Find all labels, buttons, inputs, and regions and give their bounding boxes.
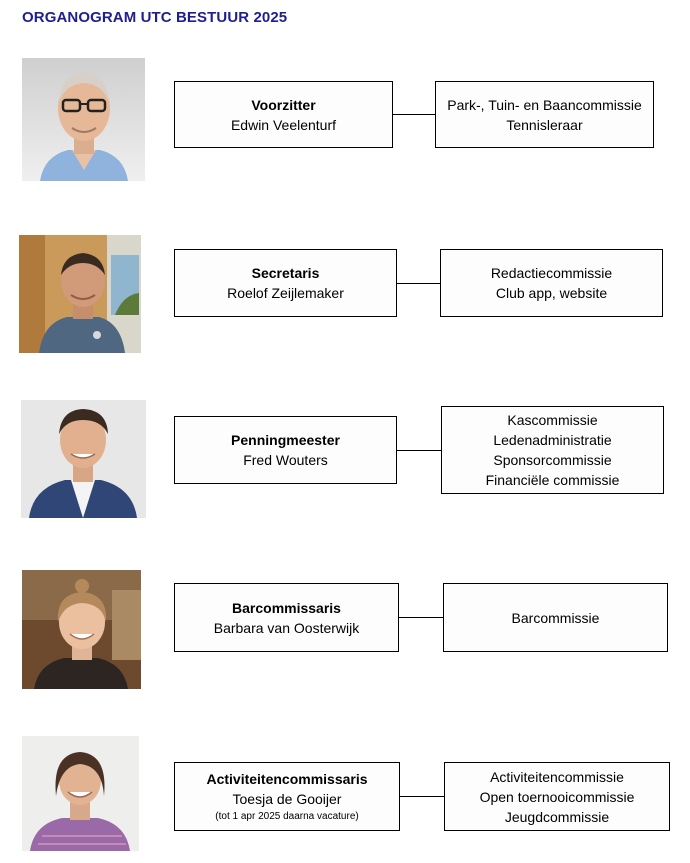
- committee-item: Sponsorcommissie: [493, 452, 612, 468]
- committee-item: Kascommissie: [507, 412, 598, 428]
- role-title: Activiteitencommissaris: [206, 770, 368, 787]
- role-title: Barcommissaris: [232, 599, 341, 616]
- member-name: Fred Wouters: [243, 452, 328, 468]
- portrait-photo: [22, 736, 139, 851]
- member-name: Edwin Veelenturf: [230, 116, 337, 133]
- connector-line: [399, 617, 444, 618]
- committee-box: [435, 81, 654, 148]
- connector-line: [393, 114, 436, 115]
- committee-item: Financiële commissie: [485, 472, 620, 488]
- member-name: Roelof Zeijlemaker: [227, 285, 344, 301]
- role-box: [174, 583, 399, 652]
- connector-line: [397, 283, 441, 284]
- committee-item: Club app, website: [495, 285, 608, 301]
- committee-item: Park-, Tuin- en Baancommissie: [447, 96, 642, 113]
- role-box: [174, 249, 397, 317]
- committee-box: [443, 583, 668, 652]
- member-name: Toesja de Gooijer: [232, 790, 342, 807]
- role-title: Voorzitter: [251, 96, 316, 113]
- page-title: ORGANOGRAM UTC BESTUUR 2025: [22, 9, 288, 26]
- committee-item: Barcommissie: [511, 609, 600, 626]
- member-note: (tot 1 apr 2025 daarna vacature): [215, 810, 359, 822]
- role-box: [174, 416, 397, 484]
- portrait-photo: [21, 400, 146, 518]
- committee-box: [440, 249, 663, 317]
- committee-item: Jeugdcommissie: [504, 808, 610, 825]
- committee-box: [444, 762, 670, 831]
- connector-line: [397, 450, 442, 451]
- committee-item: Open toernooicommissie: [479, 788, 635, 805]
- role-title: Secretaris: [251, 265, 320, 281]
- connector-line: [400, 796, 445, 797]
- committee-item: Redactiecommissie: [490, 265, 613, 281]
- committee-item: Tennisleraar: [506, 116, 583, 133]
- role-box: [174, 81, 393, 148]
- role-title: Penningmeester: [231, 432, 340, 448]
- member-name: Barbara van Oosterwijk: [213, 619, 360, 636]
- role-box: [174, 762, 400, 831]
- portrait-photo: [22, 570, 141, 689]
- committee-item: Ledenadministratie: [493, 432, 612, 448]
- committee-box: [441, 406, 664, 494]
- committee-item: Activiteitencommissie: [490, 768, 624, 785]
- portrait-photo: [22, 58, 145, 181]
- portrait-photo: [19, 235, 141, 353]
